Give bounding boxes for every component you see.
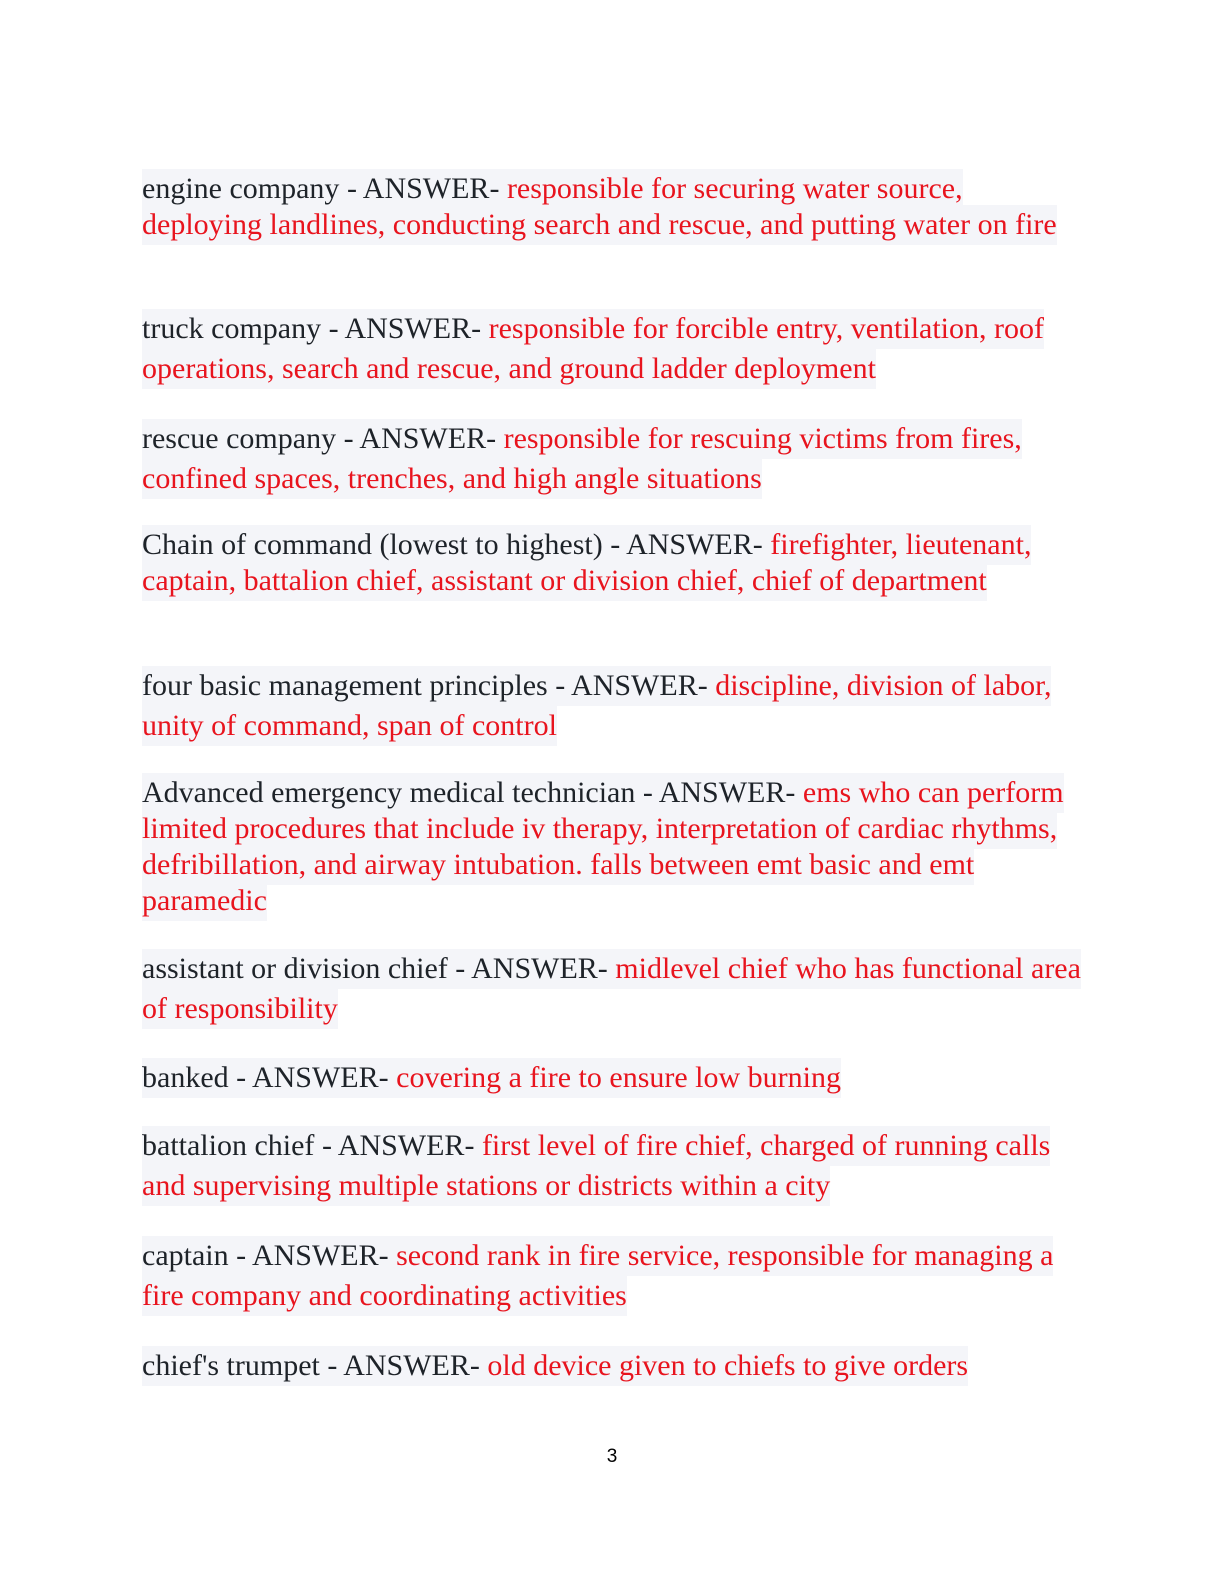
entry-engine-company: [142, 171, 1082, 243]
entry-term: four basic management principles: [142, 669, 548, 702]
entry-definition: firefighter, lieutenant, captain, battalion chief, assistant or division chief, chief of department: [142, 528, 1032, 597]
answer-separator: - ANSWER-: [321, 312, 489, 345]
entry-term: Chain of command (lowest to highest): [142, 528, 603, 561]
entry-assistant-division-chief: [142, 949, 1082, 1029]
entry-battalion-chief: [142, 1126, 1082, 1206]
entry-captain: [142, 1236, 1082, 1316]
entry-definition: discipline, division of labor, unity of command, span of control: [142, 669, 1052, 742]
entry-term: engine company: [142, 172, 340, 205]
entry-management-principles: [142, 666, 1082, 746]
page-number: 3: [606, 1446, 618, 1467]
answer-separator: - ANSWER-: [319, 1349, 488, 1382]
answer-separator: - ANSWER-: [547, 669, 716, 702]
entry-definition: responsible for rescuing victims from fires, confined spaces, trenches, and high angle situations: [142, 422, 1022, 495]
entry-term: chief's trumpet: [142, 1349, 320, 1382]
entry-definition: responsible for forcible entry, ventilation, roof operations, search and rescue, and ground ladder deployment: [142, 312, 1044, 385]
answer-separator: - ANSWER-: [602, 528, 771, 561]
entry-definition: old device given to chiefs to give orders: [487, 1349, 969, 1382]
entry-term: truck company: [142, 312, 322, 345]
entry-definition: covering a fire to ensure low burning: [396, 1061, 841, 1094]
entry-term: rescue company: [142, 422, 337, 455]
entry-definition: midlevel chief who has functional area of responsibility: [142, 952, 1081, 1025]
answer-separator: - ANSWER-: [336, 422, 504, 455]
entry-definition: second rank in fire service, responsible for managing a fire company and coordinating activities: [142, 1239, 1054, 1312]
entry-chain-of-command: [142, 527, 1082, 599]
entry-truck-company: [142, 309, 1082, 389]
answer-separator: - ANSWER-: [314, 1129, 482, 1162]
entry-term: banked: [142, 1061, 229, 1094]
entry-term: battalion chief: [142, 1129, 315, 1162]
entry-advanced-emt: [142, 775, 1082, 919]
entry-term: assistant or division chief: [142, 952, 448, 985]
entry-definition: first level of fire chief, charged of running calls and supervising multiple stations or districts within a city: [142, 1129, 1051, 1202]
answer-separator: - ANSWER-: [339, 172, 507, 205]
entry-term: captain: [142, 1239, 229, 1272]
answer-separator: - ANSWER-: [228, 1239, 397, 1272]
answer-separator: - ANSWER-: [447, 952, 616, 985]
answer-separator: - ANSWER-: [635, 776, 803, 809]
entry-term: Advanced emergency medical technician: [142, 776, 636, 809]
entry-definition: ems who can perform limited procedures that include iv therapy, interpretation of cardiac rhythms, defribillation, and airway intubation. falls between emt basic and emt paramedic: [142, 776, 1064, 917]
entry-banked: [142, 1058, 1082, 1098]
entry-rescue-company: [142, 419, 1082, 499]
entry-definition: responsible for securing water source, deploying landlines, conducting search and rescue, and putting water on fire: [142, 172, 1057, 241]
answer-separator: - ANSWER-: [228, 1061, 397, 1094]
entry-chiefs-trumpet: [142, 1346, 1082, 1386]
